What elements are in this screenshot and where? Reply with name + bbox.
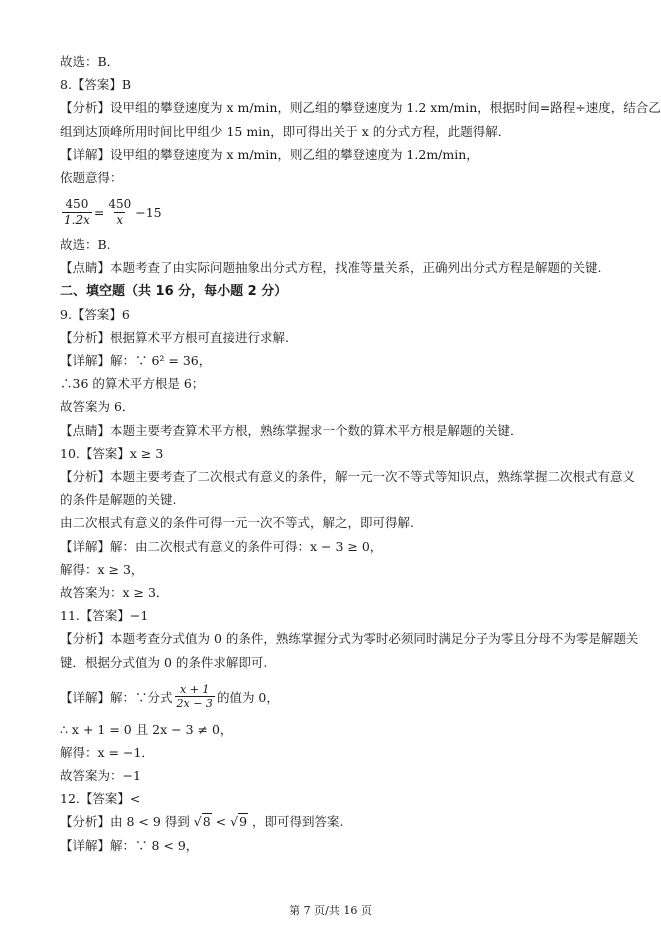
equation-8 <box>60 191 620 233</box>
comment-9: 【点睛】本题主要考查算术平方根，熟练掌握求一个数的算术平方根是解题的关键． <box>60 422 523 438</box>
answer-9: 9.【答案】6 <box>60 306 130 322</box>
analysis-prefix: 【分析】由 8 < 9 得到 <box>60 814 190 830</box>
detail-9-line1: 【详解】解：∵ 6² = 36， <box>60 353 212 369</box>
detail-11-line3: 解得：x = −1． <box>60 744 154 760</box>
analysis-11-line1: 【分析】本题考查分式值为 0 的条件，熟练掌握分式为零时必须同时满足分子为零且分母不为零是解题关 <box>60 631 639 647</box>
numerator: 450 <box>108 196 132 211</box>
denominator: 1.2x <box>64 212 90 227</box>
less-than: < <box>215 814 227 830</box>
answer-12: 12.【答案】< <box>60 791 141 807</box>
numerator: 450 <box>65 196 89 211</box>
choice-8: 故选：B. <box>60 237 111 253</box>
detail-9-line3: 故答案为 6． <box>60 399 135 415</box>
analysis-11-line2: 键．根据分式值为 0 的条件求解即可. <box>60 654 268 670</box>
denominator: x <box>116 212 124 227</box>
analysis-12 <box>60 810 620 833</box>
detail-11-line4: 故答案为：−1 <box>60 768 141 784</box>
detail-10-line3: 故答案为：x ≥ 3． <box>60 584 169 600</box>
fraction-expression <box>175 683 215 710</box>
detail-10-line2: 解得：x ≥ 3， <box>60 561 144 577</box>
sqrt-9: √9 <box>230 814 248 830</box>
analysis-8-line2: 组到达顶峰所用时间比甲组少 15 min，即可得出关于 x 的分式方程，此题得解． <box>60 123 511 139</box>
answer-11: 11.【答案】−1 <box>60 608 149 624</box>
fraction-right <box>106 197 133 228</box>
analysis-suffix: ，即可得到答案. <box>252 814 344 830</box>
page-content <box>60 50 661 857</box>
detail-12: 【详解】解：∵ 8 < 9， <box>60 837 199 853</box>
denominator: 2x − 3 <box>176 697 213 711</box>
analysis-8-line1: 【分析】设甲组的攀登速度为 x m/min，则乙组的攀登速度为 1.2 xm/min，根据时间=路程÷速度，结合乙 <box>60 100 661 116</box>
analysis-10-line1: 【分析】本题主要考查了二次根式有意义的条件，解一元一次不等式等知识点，熟练掌握二次根式有意义 <box>60 469 636 484</box>
fraction-left <box>62 197 92 228</box>
text-line: 故选：B． <box>60 54 120 69</box>
section-heading: 二、填空题（共 16 分，每小题 2 分） <box>60 283 288 299</box>
radicand: 8 <box>202 814 211 830</box>
detail-suffix: 的值为 0， <box>216 689 279 705</box>
detail-9-line2: ∴36 的算术平方根是 6； <box>60 376 205 392</box>
detail-10-line1: 【详解】解：由二次根式有意义的条件可得：x − 3 ≥ 0， <box>60 538 383 554</box>
page-footer: 第 7 页/共 16 页 <box>289 904 372 917</box>
sqrt-8: √8 <box>193 814 211 830</box>
answer-10: 10.【答案】x ≥ 3 <box>60 445 164 461</box>
detail-8-line1: 【详解】设甲组的攀登速度为 x m/min，则乙组的攀登速度为 1.2m/min， <box>60 146 479 162</box>
detail-8-line2: 依题意得： <box>60 169 123 185</box>
detail-11-line2: ∴ x + 1 = 0 且 2x − 3 ≠ 0， <box>60 721 233 737</box>
comment-8: 【点睛】本题考查了由实际问题抽象出分式方程，找准等量关系，正确列出分式方程是解题的关键. <box>60 260 602 276</box>
analysis-10-line3: 由二次根式有意义的条件可得一元一次不等式，解之，即可得解. <box>60 515 414 531</box>
equals-sign: = <box>93 204 105 220</box>
analysis-10-line2: 的条件是解题的关键. <box>60 492 177 508</box>
analysis-9: 【分析】根据算术平方根可直接进行求解. <box>60 329 289 345</box>
radicand: 9 <box>239 814 248 830</box>
numerator: x + 1 <box>180 683 210 697</box>
detail-prefix: 【详解】解：∵分式 <box>60 689 173 705</box>
equation-tail: −15 <box>135 204 162 220</box>
detail-11-line1 <box>60 676 620 718</box>
answer-8: 8.【答案】B <box>60 77 132 93</box>
